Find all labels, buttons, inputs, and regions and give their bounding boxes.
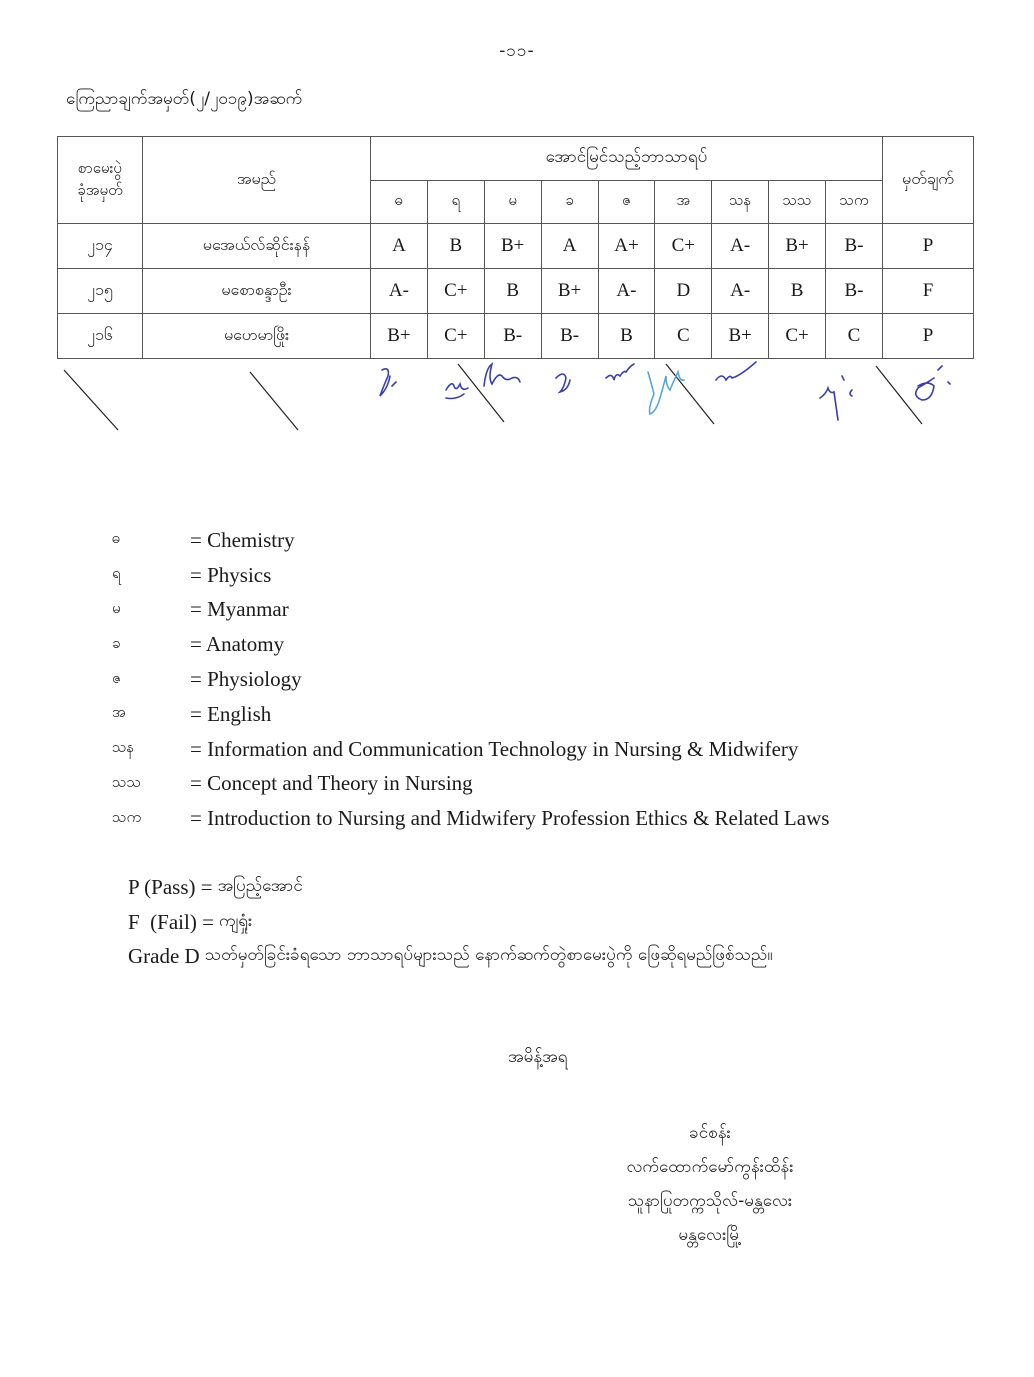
grade-cell: B+ (484, 224, 541, 269)
legend-item (112, 732, 829, 767)
initials-signature (380, 369, 396, 396)
legend-item (112, 662, 829, 697)
signatory-name: ခင်စန်း (689, 1123, 731, 1143)
table-row (58, 314, 974, 359)
header-roll-line-2: ခုံအမှတ် (77, 181, 123, 199)
legend-item (112, 523, 829, 558)
grade-cell: A- (712, 224, 769, 269)
initials-signature (556, 374, 570, 392)
grade-cell: D (655, 269, 712, 314)
signature-area (0, 360, 1034, 440)
grade-cell: B- (826, 269, 883, 314)
table-row (58, 224, 974, 269)
fail-label: F (Fail) = (128, 909, 214, 934)
announcement-continuation-heading: ကြေညာချက်အမှတ်(၂/၂၀၁၉)အဆက် (66, 89, 303, 109)
result-notes (128, 870, 773, 974)
legend-code: အ (112, 703, 126, 722)
strike-mark (250, 372, 298, 430)
legend-meaning: = Anatomy (190, 632, 285, 657)
header-row-top (58, 137, 974, 181)
legend-code: ခ (112, 633, 121, 652)
grade-cell: B (484, 269, 541, 314)
strike-mark (876, 366, 922, 424)
header-subject-physics: ရ (427, 180, 484, 224)
header-subject-english: အ (655, 180, 712, 224)
subject-legend (112, 523, 829, 836)
header-remarks: မှတ်ချက် (883, 137, 974, 224)
grade-cell: B+ (769, 224, 826, 269)
results-table (57, 136, 974, 359)
sign-off: အမိန့်အရ (508, 1047, 568, 1067)
legend-code: ရ (112, 564, 121, 583)
roll-number: ၂၁၆ (58, 314, 143, 359)
legend-item (112, 767, 829, 802)
initials-signature (716, 362, 756, 380)
grade-cell: B (769, 269, 826, 314)
grade-cell: B+ (371, 314, 428, 359)
grade-cell: A (371, 224, 428, 269)
legend-code: ဇ (112, 668, 121, 687)
initials-signature (916, 366, 950, 400)
legend-item (112, 801, 829, 836)
legend-code: သက (112, 807, 142, 826)
grade-cell: C (826, 314, 883, 359)
remark-cell: F (883, 269, 974, 314)
pass-meaning: အပြည့်အောင် (217, 875, 303, 896)
grade-d-label: Grade D (128, 944, 200, 969)
table-row (58, 269, 974, 314)
legend-item (112, 697, 829, 732)
remark-cell: P (883, 224, 974, 269)
legend-meaning: = Myanmar (190, 597, 289, 622)
header-subject-ethics-laws: သက (826, 180, 883, 224)
legend-meaning: = Chemistry (190, 527, 295, 552)
grade-cell: C+ (769, 314, 826, 359)
grade-d-text: သတ်မှတ်ခြင်းခံရသော ဘာသာရပ်များသည် နောက်ဆက်တွဲစာမေးပွဲကို ဖြေဆိုရမည်ဖြစ်သည်။ (204, 945, 773, 966)
strike-mark (666, 364, 714, 424)
signatory-city: မန္တလေးမြို့ (678, 1225, 742, 1245)
grade-cell: B+ (712, 314, 769, 359)
grade-cell: A (541, 224, 598, 269)
signatory-institution: သူနာပြုတက္ကသိုလ်-မန္တလေး (627, 1191, 793, 1211)
header-subject-physiology: ဇ (598, 180, 655, 224)
header-subject-myanmar: မ (484, 180, 541, 224)
legend-meaning: = Physiology (190, 667, 302, 692)
initials-signature (648, 372, 684, 414)
pass-label: P (Pass) = (128, 874, 213, 899)
grade-cell: B- (541, 314, 598, 359)
remark-cell: P (883, 314, 974, 359)
grade-cell: A- (712, 269, 769, 314)
grade-cell: A+ (598, 224, 655, 269)
legend-meaning: = Concept and Theory in Nursing (190, 771, 473, 796)
strike-mark (64, 370, 118, 430)
legend-item (112, 558, 829, 593)
signatory-block (560, 1116, 860, 1252)
grade-cell: A- (371, 269, 428, 314)
roll-number: ၂၁၄ (58, 224, 143, 269)
grade-cell: B- (484, 314, 541, 359)
legend-code: သန (112, 738, 135, 757)
legend-code: သသ (112, 772, 142, 791)
legend-item (112, 593, 829, 628)
header-subject-concept-theory: သသ (769, 180, 826, 224)
grade-cell: C (655, 314, 712, 359)
page-number: -၁၁- (499, 41, 535, 61)
legend-item (112, 627, 829, 662)
pass-note (128, 870, 773, 905)
initials-signature (606, 364, 634, 380)
legend-meaning: = English (190, 701, 272, 726)
grade-cell: B+ (541, 269, 598, 314)
legend-meaning: = Physics (190, 562, 272, 587)
header-subject-chemistry: ဓ (371, 180, 428, 224)
signatory-title: လက်ထောက်မော်ကွန်းထိန်း (626, 1157, 794, 1177)
grade-cell: C+ (427, 269, 484, 314)
fail-note (128, 905, 773, 940)
header-roll-line-1: စာမေးပွဲ (78, 159, 122, 178)
grade-cell: B (427, 224, 484, 269)
initials-signature (484, 364, 520, 386)
grade-cell: B- (826, 224, 883, 269)
legend-meaning: = Introduction to Nursing and Midwifery Profession Ethics & Related Laws (190, 806, 830, 831)
roll-number: ၂၁၅ (58, 269, 143, 314)
student-name: မအေယ်လ်ဆိုင်းနန် (143, 224, 371, 269)
legend-code: မ (112, 598, 121, 617)
grade-cell: B (598, 314, 655, 359)
header-roll-number (58, 137, 143, 224)
initials-signature (820, 376, 852, 420)
grade-cell: A- (598, 269, 655, 314)
initials-signature (446, 384, 468, 399)
strike-mark (458, 364, 504, 422)
grade-d-note (128, 940, 773, 975)
fail-meaning: ကျရှုံး (218, 910, 253, 931)
legend-code: ဓ (112, 529, 121, 548)
student-name: မစောစန္ဒာဦး (143, 269, 371, 314)
legend-meaning: = Information and Communication Technology in Nursing & Midwifery (190, 736, 799, 761)
header-passed-subjects: အောင်မြင်သည့်ဘာသာရပ် (371, 137, 883, 181)
header-subject-anatomy: ခ (541, 180, 598, 224)
grade-cell: C+ (655, 224, 712, 269)
student-name: မဟေမာဖြိုး (143, 314, 371, 359)
grade-cell: C+ (427, 314, 484, 359)
header-name: အမည် (143, 137, 371, 224)
header-subject-ict-nursing: သန (712, 180, 769, 224)
